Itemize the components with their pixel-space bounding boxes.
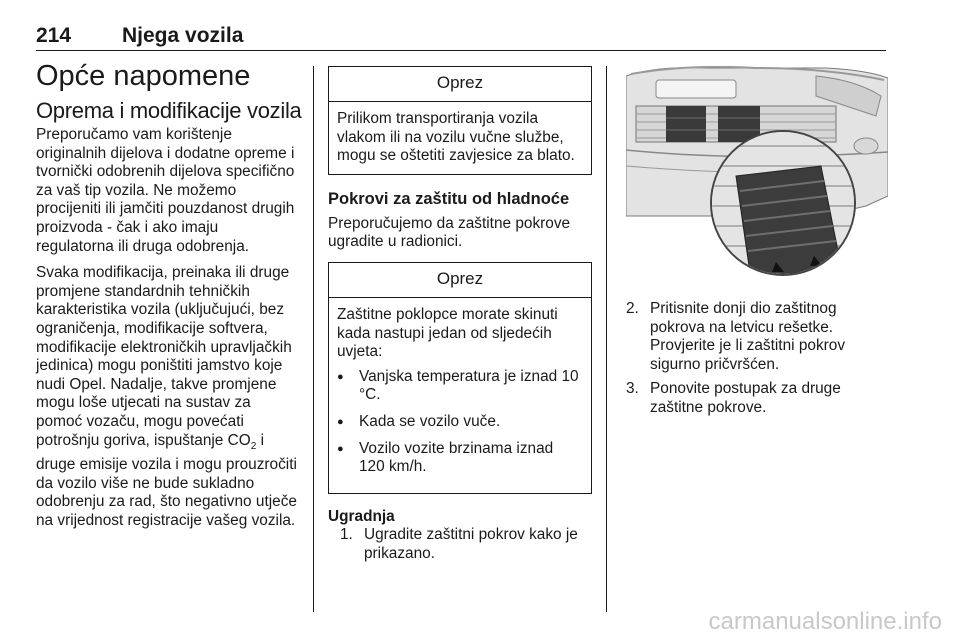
subscript-2: 2 [250,440,257,452]
install-heading: Ugradnja [328,507,395,525]
column-left [36,60,300,539]
chapter-title: Njega vozila [122,24,244,47]
column-divider-2 [606,66,607,612]
caution-text: Prilikom transportiranja vozila vlakom ili na vozilu vučne službe, mogu se oštetiti zavjesice za blato. [337,110,575,165]
step-text: Ponovite postupak za druge zaštitne pokrove. [650,380,841,416]
list-item: ● Kada se vozilo vuče. [337,413,583,432]
step-number: 1. [340,526,353,544]
install-steps-continued [626,300,888,418]
caution-body [329,298,591,493]
subsection-title: Oprema i modifikacije vozila [36,98,302,123]
column-right [626,66,888,424]
caution-body [329,102,591,174]
page-number: 214 [36,24,72,47]
step-item [340,526,592,563]
caution-box-transport [328,66,592,175]
column-divider-1 [313,66,314,612]
list-item: ● Vozilo vozite brzinama iznad 120 km/h. [337,440,583,477]
section-title: Opće napomene [36,60,251,92]
step-text: Pritisnite donji dio zaštitnog pokrova na letvicu rešetke. Provjerite je li zaštitni pokrov sigurno pričvršćen. [650,300,846,373]
list-item: ● Vanjska temperatura je iznad 10 °C. [337,368,583,405]
caution-intro: Zaštitne poklopce morate skinuti kada nastupi jedan od sljedećih uvjeta: [337,305,558,361]
install-steps [340,526,592,563]
column-middle [328,66,592,570]
step-item [626,300,888,374]
step-number: 2. [626,300,639,317]
section-heading-cold-covers: Pokrovi za zaštitu od hladnoće [328,189,570,208]
step-text: Ugradite zaštitni pokrov kako je prikazano. [364,526,578,562]
caution-list [337,368,583,477]
car-front-grille-image [626,66,888,276]
caution-box-remove-covers [328,262,592,494]
watermark: carmanualsonline.info [708,608,942,635]
caution-heading: Oprez [329,263,591,298]
step-number: 3. [626,380,639,398]
grille-cover-illustration [626,66,888,276]
caution-heading: Oprez [329,67,591,102]
paragraph-workshop: Preporučujemo da zaštitne pokrove ugradite u radionici. [328,214,571,251]
page-header [36,22,886,51]
paragraph-original-parts: Preporučamo vam korištenje originalnih dijelova i dodatne opreme i tvornički odobrenih dijelova specifično za vaš tip vozila. Ne možemo procijeniti ili jamčiti pouzdanost drugih proizvoda - čak i ako imaju regulatorna ili druga odobrenja. [36,126,295,255]
paragraph-modifications [36,264,300,530]
paragraph-text-b: i druge emisije vozila i mogu prouzročiti da vozilo više ne bude sukladno odobrenju za rad, što negativno utječe na vrijednost registracije vašeg vozila. [36,431,297,529]
paragraph-text-a: Svaka modifikacija, preinaka ili druge promjene standardnih tehničkih karakteristika vozila (uključujući, bez ograničenja, modifikacije softvera, modifikacije elektroničkih upravljačkih jedinica) mogu poništiti jamstvo koje nudi Opel. Nadalje, takve promjene mogu loše utjecati na sustav za pomoć vozaču, mogu povećati potrošnju goriva, ispuštanje CO [36,264,292,449]
step-item [626,380,888,417]
